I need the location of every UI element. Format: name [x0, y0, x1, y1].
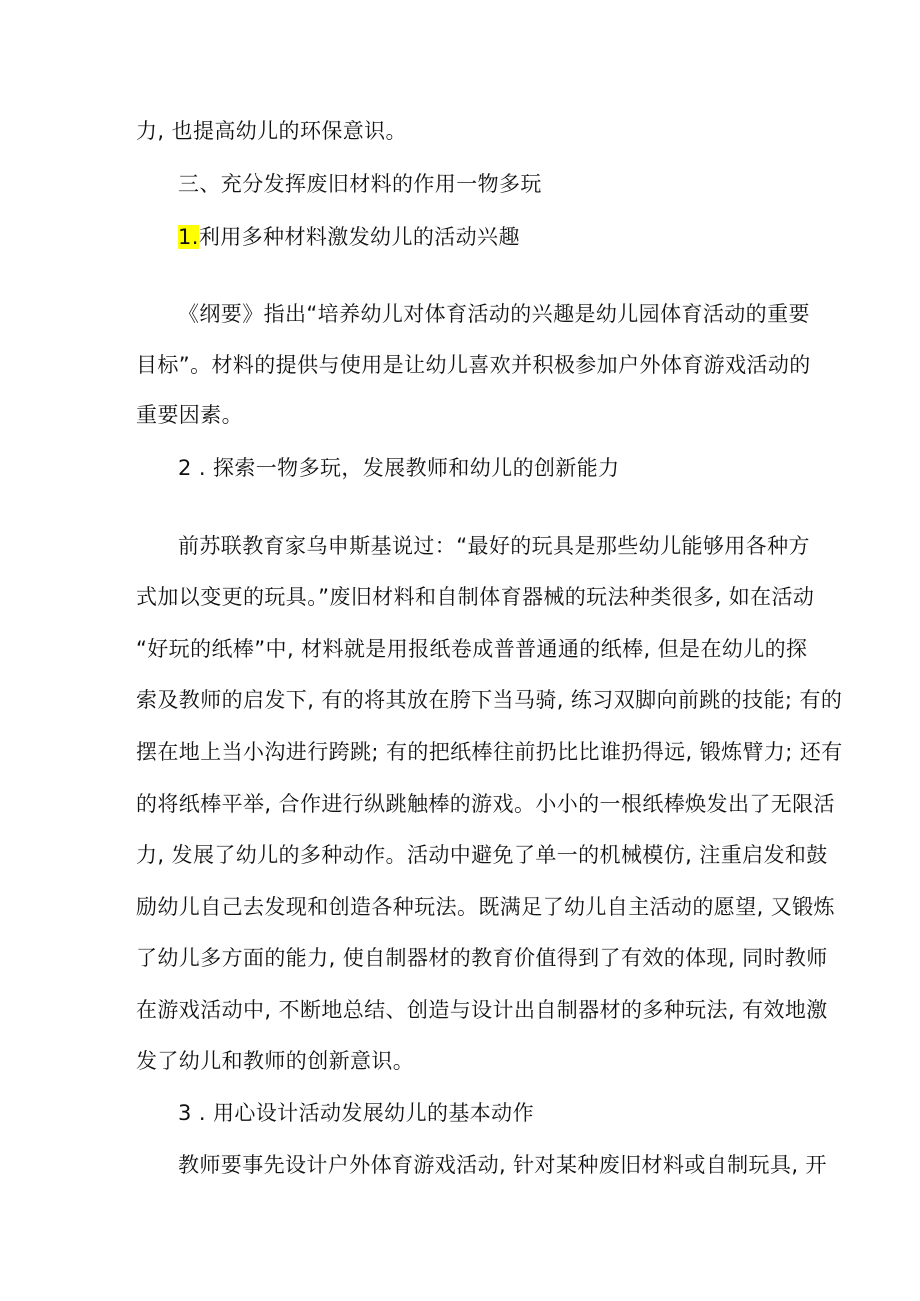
- paragraph-line: 教师要事先设计户外体育游戏活动, 针对某种废旧材料或自制玩具, 开: [178, 1153, 827, 1177]
- paragraph-line: 索及教师的启发下, 有的将其放在胯下当马骑, 练习双脚向前跳的技能; 有的: [136, 688, 843, 712]
- paragraph-line: 在游戏活动中, 不断地总结、创造与设计出自制器材的多种玩法, 有效地激: [136, 998, 828, 1022]
- paragraph-line: 的将纸棒平举, 合作进行纵跳触棒的游戏。小小的一根纸棒焕发出了无限活: [136, 792, 835, 816]
- paragraph-line: 《纲要》指出“培养幼儿对体育活动的兴趣是幼儿园体育活动的重要: [178, 302, 810, 326]
- paragraph-line: 式加以变更的玩具。”废旧材料和自制体育器械的玩法种类很多, 如在活动: [136, 585, 815, 609]
- paragraph-line: 发了幼儿和教师的创新意识。: [136, 1049, 415, 1073]
- subsection-heading-1: [178, 224, 838, 250]
- paragraph-line: 重要因素。: [136, 403, 243, 427]
- paragraph-line: 力, 发展了幼儿的多种动作。活动中避免了单一的机械模仿, 注重启发和鼓: [136, 843, 828, 867]
- subsection-heading-1-text: 利用多种材料激发幼儿的活动兴趣: [198, 225, 520, 249]
- paragraph-line: 前苏联教育家乌申斯基说过：“最好的玩具是那些幼儿能够用各种方: [178, 534, 810, 558]
- highlight-marker: 1.: [178, 225, 199, 249]
- subsection-heading-2: 2 . 探索一物多玩，发展教师和幼儿的创新能力: [178, 456, 620, 480]
- paragraph-line: “好玩的纸棒”中, 材料就是用报纸卷成普普通通的纸棒, 但是在幼儿的探: [136, 637, 808, 661]
- subsection-heading-3: 3 . 用心设计活动发展幼儿的基本动作: [178, 1101, 534, 1125]
- paragraph-line: 目标”。材料的提供与使用是让幼儿喜欢并积极参加户外体育游戏活动的: [136, 353, 811, 377]
- paragraph-line: 了幼儿多方面的能力, 使自制器材的教育价值得到了有效的体现, 同时教师: [136, 946, 828, 970]
- section-heading: 三、充分发挥废旧材料的作用一物多玩: [178, 172, 542, 196]
- paragraph-line: 力, 也提高幼儿的环保意识。: [136, 119, 407, 143]
- paragraph-line: 摆在地上当小沟进行跨跳; 有的把纸棒往前扔比比谁扔得远, 锻炼臂力; 还有: [136, 740, 843, 764]
- paragraph-line: 励幼儿自己去发现和创造各种玩法。既满足了幼儿自主活动的愿望, 又锻炼: [136, 895, 835, 919]
